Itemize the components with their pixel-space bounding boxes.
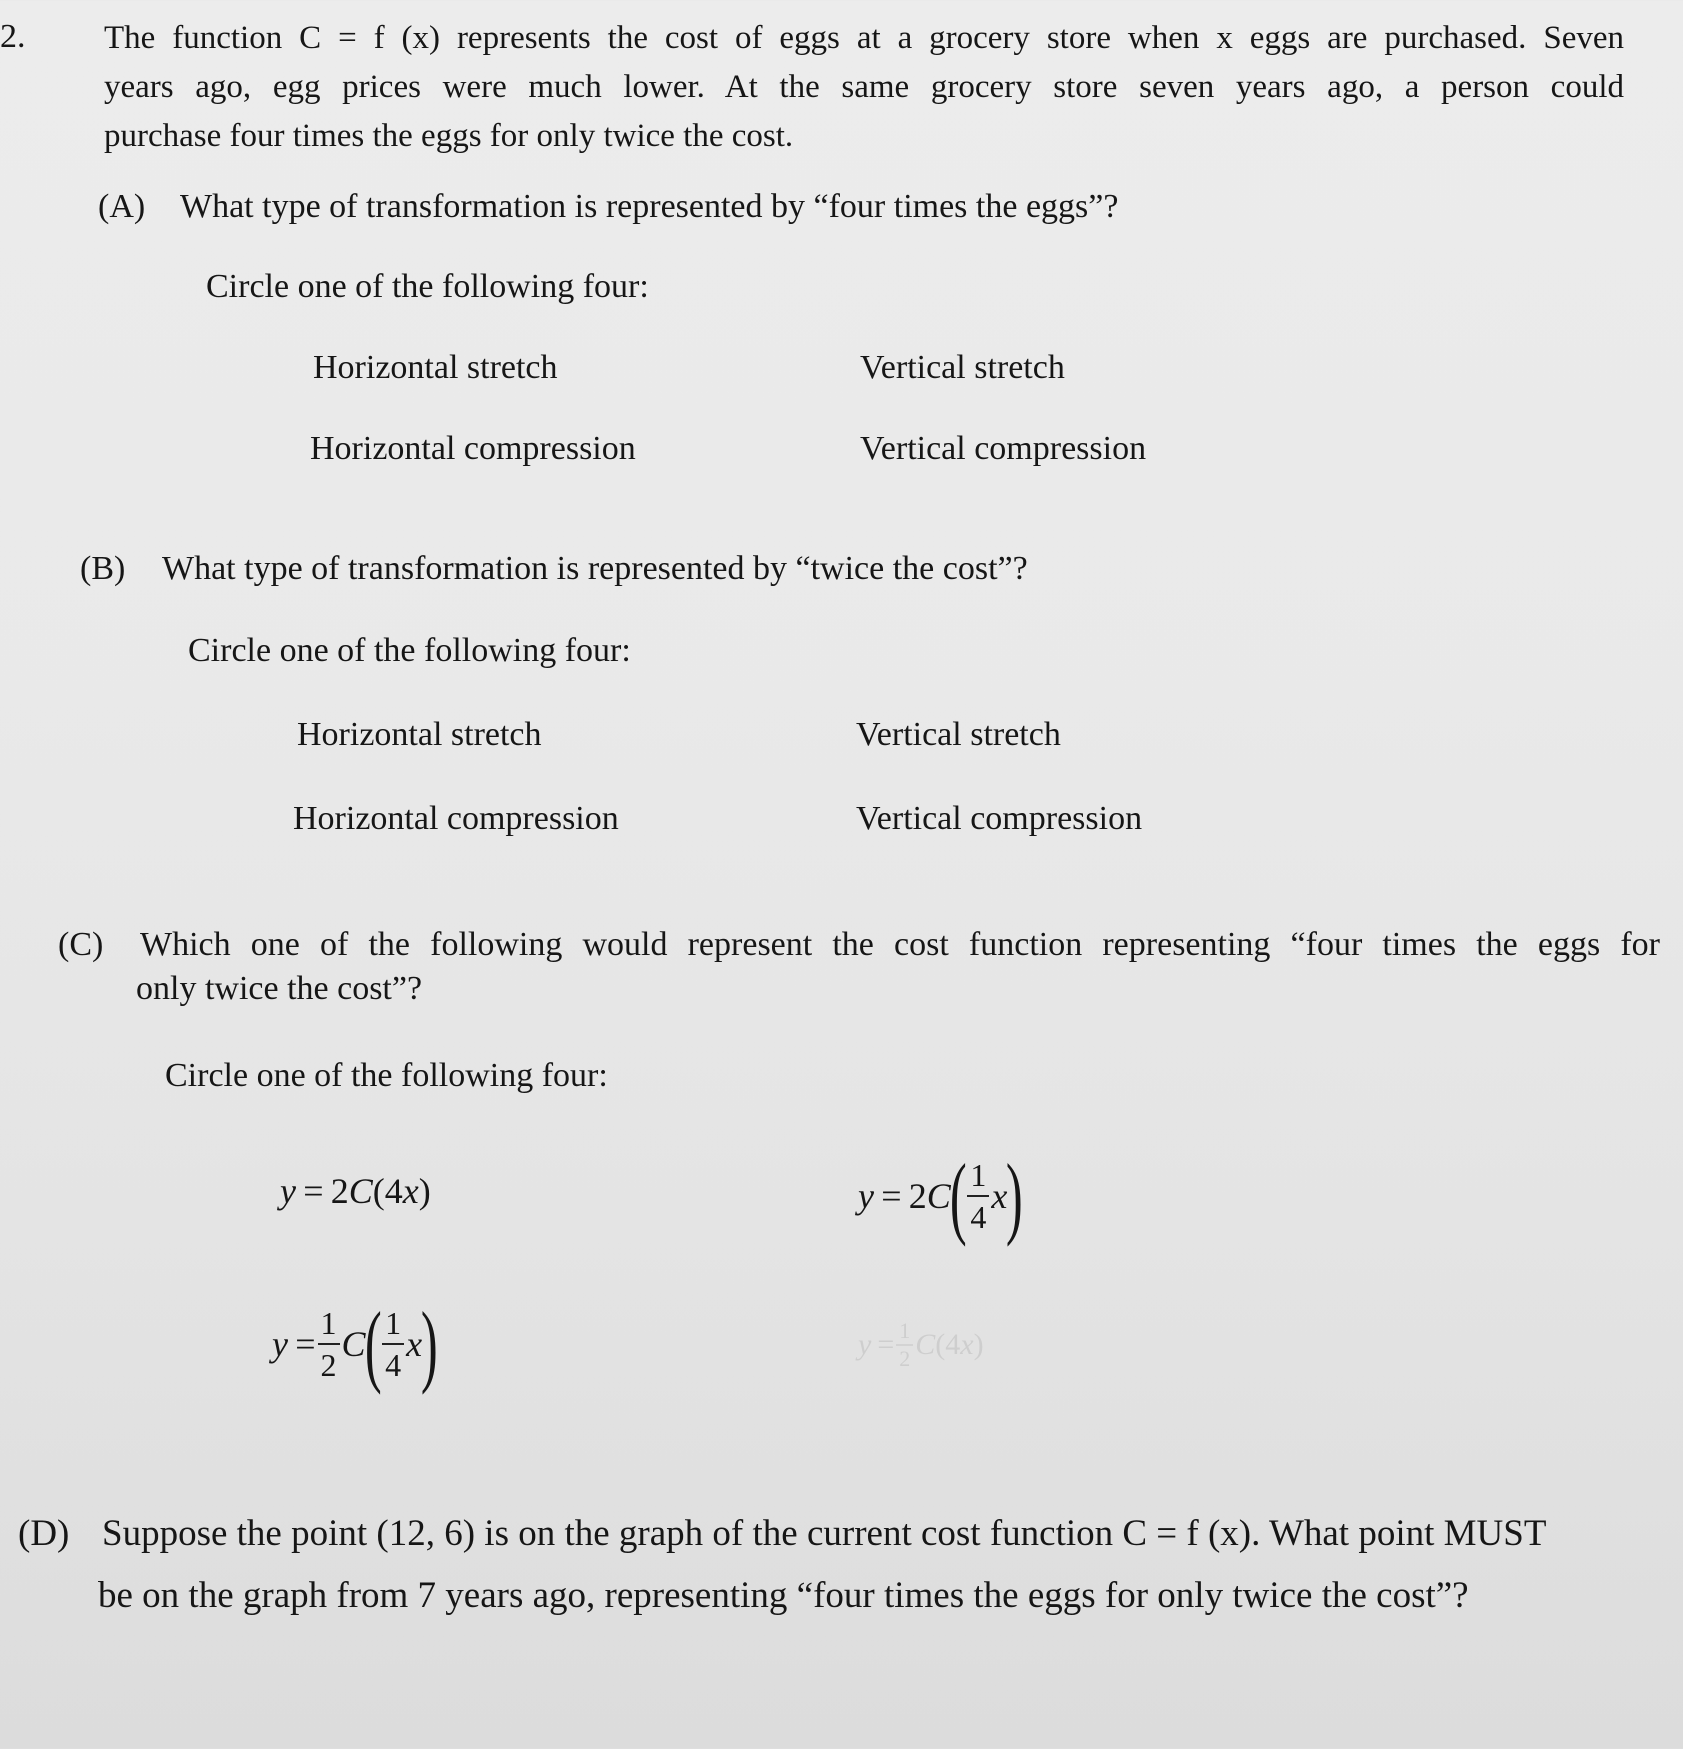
part-c-instruction: Circle one of the following four:: [165, 1057, 608, 1094]
part-a-option-vertical-stretch[interactable]: Vertical stretch: [860, 349, 1065, 386]
part-a-option-vertical-compression[interactable]: Vertical compression: [860, 430, 1147, 467]
part-c-label: (C): [58, 926, 104, 963]
problem-intro: [104, 14, 1624, 161]
intro-line: purchase four times the eggs for only twice the cost.: [104, 118, 794, 154]
part-c-option-3[interactable]: y = $\frac{1}{2}$ C( $\frac{1}{4}$ x): [272, 1293, 438, 1395]
part-d-line1: Suppose the point (12, 6) is on the graph of the current cost function C = f (x). What point MUST: [102, 1513, 1547, 1554]
part-b-option-vertical-stretch[interactable]: Vertical stretch: [856, 716, 1061, 753]
part-a-option-horizontal-compression[interactable]: Horizontal compression: [310, 430, 636, 467]
part-c-option-1[interactable]: y = 2C(4x): [280, 1171, 431, 1211]
intro-line: years ago, egg prices were much lower. At the same grocery store seven years ago, a person could: [104, 69, 1624, 105]
part-c-question-line1: Which one of the following would represent the cost function representing “four times the eggs for: [140, 926, 1660, 963]
intro-line: The function C = f (x) represents the cost of eggs at a grocery store when x eggs are purchased. Seven: [104, 20, 1624, 56]
problem-number: 2.: [0, 18, 26, 55]
part-a-option-horizontal-stretch[interactable]: Horizontal stretch: [313, 349, 558, 386]
part-a-instruction: Circle one of the following four:: [206, 268, 649, 305]
part-c-option-4[interactable]: y = $\frac{1}{2}$ C(4x): [858, 1318, 984, 1371]
part-a-question: What type of transformation is represented by “four times the eggs”?: [180, 188, 1119, 225]
part-b-instruction: Circle one of the following four:: [188, 632, 631, 669]
part-b-label: (B): [80, 550, 126, 587]
part-b-question: What type of transformation is represented by “twice the cost”?: [162, 550, 1028, 587]
part-d-line2: be on the graph from 7 years ago, representing “four times the eggs for only twice the cost”?: [98, 1575, 1469, 1616]
part-b-option-horizontal-compression[interactable]: Horizontal compression: [293, 800, 619, 837]
part-c-question-line2: only twice the cost”?: [136, 970, 423, 1007]
part-b-option-horizontal-stretch[interactable]: Horizontal stretch: [297, 716, 542, 753]
part-b-option-vertical-compression[interactable]: Vertical compression: [856, 800, 1143, 837]
part-c-option-2[interactable]: y = 2C( $\frac{1}{4}$ x): [858, 1145, 1024, 1247]
part-a-label: (A): [98, 188, 146, 225]
part-d-label: (D): [18, 1513, 70, 1554]
